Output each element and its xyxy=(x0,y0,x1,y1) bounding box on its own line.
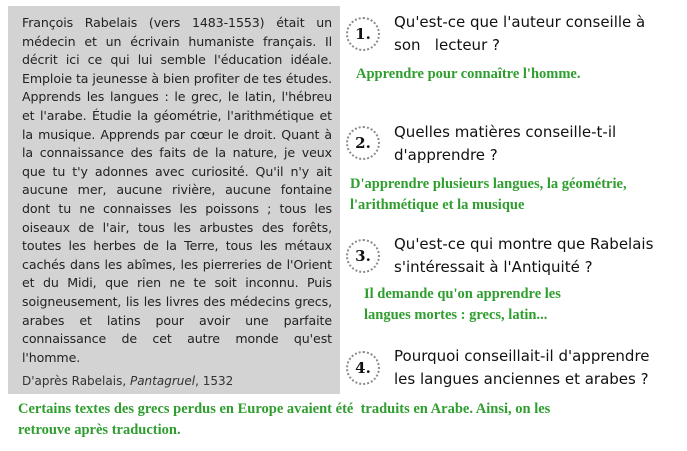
question-number-badge: 2. xyxy=(346,126,380,160)
answer-line: retrouve après traduction. xyxy=(18,422,181,438)
question-line: les langues anciennes et arabes ? xyxy=(394,370,649,388)
answer-4 xyxy=(18,399,683,441)
excerpt-text: François Rabelais (vers 1483-1553) était un médecin et un écrivain humaniste français. Il décrit ici ce qui lui semble l'éducation idéale. Emploie ta jeunesse à bien profiter de tes études. Apprends les langues : le grec, le latin, l'hébreu et l'arabe. Étudie la géométrie, l'arithmétique et la musique. Apprends par cœur le droit. Quant à la connaissance des faits de la nature, je veux que tu t'y adonnes avec curiosité. Qu'il n'y ait aucune mer, aucune rivière, aucune fontaine dont tu ne connaisses les poissons ; tous les oiseaux de l'air, tous les arbustes des forêts, toutes les herbes de la Terre, tous les métaux cachés dans les abîmes, les pierreries de l'Orient et du Midi, que rien ne te soit inconnu. Puis soigneusement, lis les livres des médecins grecs, arabes et latins pour avoir une parfaite connaissance de cet autre monde qu'est l'homme. xyxy=(22,15,332,365)
question-line: Pourquoi conseillait-il d'apprendre xyxy=(394,347,650,365)
question-3-text xyxy=(394,233,653,279)
question-line: son lecteur ? xyxy=(394,36,500,54)
answer-line: Certains textes des grecs perdus en Europe avaient été traduits en Arabe. Ainsi, on les xyxy=(18,401,551,417)
question-number-badge: 4. xyxy=(346,351,380,385)
source-book: Pantagruel xyxy=(129,374,196,389)
source-suffix: , 1532 xyxy=(195,374,234,389)
question-4-text xyxy=(394,345,650,391)
question-line: Qu'est-ce que l'auteur conseille à xyxy=(394,13,646,31)
question-2-text xyxy=(394,121,616,167)
question-line: Quelles matières conseille-t-il xyxy=(394,123,617,141)
question-number-badge: 1. xyxy=(346,17,380,51)
text-excerpt-panel xyxy=(8,6,340,394)
question-1-text xyxy=(394,11,645,57)
answer-line: Apprendre pour connaître l'homme. xyxy=(356,66,581,82)
answer-3 xyxy=(364,284,561,326)
answer-line: l'arithmétique et la musique xyxy=(350,197,525,213)
answer-line: Il demande qu'on apprendre les xyxy=(364,286,561,302)
question-line: Qu'est-ce qui montre que Rabelais xyxy=(394,235,654,253)
question-line: s'intéressait à l'Antiquité ? xyxy=(394,258,593,276)
answer-1 xyxy=(356,64,581,85)
question-line: d'apprendre ? xyxy=(394,146,498,164)
answer-line: D'apprendre plusieurs langues, la géométrie, xyxy=(350,176,627,192)
source-prefix: D'après Rabelais, xyxy=(22,374,130,389)
answer-line: langues mortes : grecs, latin... xyxy=(364,307,548,323)
answer-2 xyxy=(350,174,627,216)
excerpt-source xyxy=(22,374,332,388)
question-number-badge: 3. xyxy=(346,239,380,273)
